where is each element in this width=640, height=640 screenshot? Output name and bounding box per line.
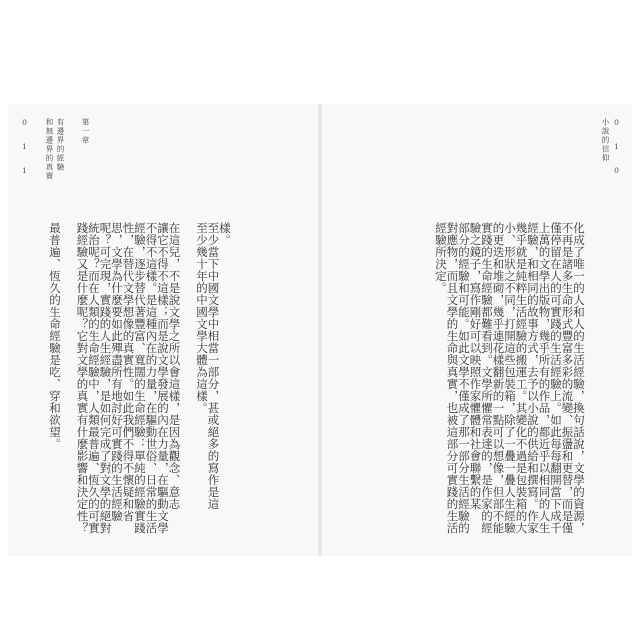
text-column: 化成了唯一的人和人的生活經驗，換句話說，文學的資源， [572, 222, 586, 534]
text-column: 驗之鏡子，寫作剛好可以映照作家懼體和社會聯繫的某 [468, 222, 483, 510]
text-column: 經驗，和相同的故事方式，去予以小說的供給和撰寫。作家 [526, 222, 540, 534]
text-column: 思，文學為什麼要如此殫盡所有地討好可實踐的生活經驗 [110, 222, 124, 522]
left-body-text [49, 222, 231, 534]
text-column: 樣。 [218, 222, 232, 246]
text-column: 在這兒，不是說文學之所以會這樣，是因為觀念、意志 [167, 222, 182, 510]
text-column: 實踐的生命經驗都難看到。文學所懼常表達的，是作家的經 [480, 222, 494, 534]
text-column: 統治呢？而在人類的生命經驗中，人類最普遍、恆久的可實 [87, 222, 101, 534]
text-column: 幾乎就是純粹生活經驗的搬運工。其變化不過是包裝箱的大 [514, 222, 529, 534]
text-column: 小、形狀之不同，打開這些包裝箱，除了一疊一疊人生經驗 [503, 222, 517, 534]
left-page-number: 0 1 1 [20, 118, 29, 178]
text-column: 至少幾十年的中國文學大體為這樣。 [195, 222, 209, 414]
text-column: 的更迭和堆砌，幾乎連花樣翻新的一點可以想像，但部不能 [491, 222, 506, 534]
chapter-title-line: 有邊界的經驗 [56, 118, 65, 172]
text-column: 經驗所決定。 [434, 222, 448, 294]
book-spine [318, 104, 322, 556]
text-column: 上萬的文學出版物，幾乎所有的作品，都近乎以相同的人生 [537, 222, 552, 534]
section-title: 小說的信仰 [601, 118, 610, 163]
chapter-title-line: 和無邊界的真實 [45, 118, 54, 181]
paragraph-break [180, 222, 196, 534]
text-column: 僅停留在人的可實踐的生活經驗上。如此每每翻開當下成千 [549, 222, 563, 534]
text-column: 部分的經驗和可能。如此文學不僅成了那一部分生活經驗的 [457, 222, 471, 534]
text-column: 讓它不得不這樣；而是說文學發展的內在力量，在驅動文學 [156, 222, 170, 534]
text-column: 經驗，逐步替代著豐富、寬闊的生命經驗：單純的經驗實踐 [133, 222, 147, 534]
text-column: 最普遍、恆久的生命經驗是吃、穿和欲望。 [48, 222, 62, 450]
right-body-text [435, 222, 585, 534]
text-column: 至少當下中國文學中相當一部分，甚或絕多的寫作是這 [206, 222, 221, 510]
chapter-label: 第一章 [81, 118, 90, 145]
text-column: 性，在替代文學想像的真實性。如此我們不得不懷疑和省 [121, 222, 136, 522]
text-column: 踐經驗又是什麼呢？它對文學的真實有什麼影響和決定性？ [75, 222, 90, 534]
text-column: 不再是諸多生命形式豐富多彩的流變、振盪和更替，而是僅 [560, 222, 575, 534]
text-column: 呢？可完現，實踐的人生經驗，是如何完成了對文學的絕對 [98, 222, 113, 534]
text-column: 對應物，而且文學的生命與真實，也被這部分可實踐的生活 [445, 222, 460, 534]
paragraph-break [60, 222, 76, 534]
chapter-title [44, 118, 66, 181]
text-column: 不得不這樣。是這種內在的力量，在驅動世俗、日常的生活 [144, 222, 159, 534]
right-page-number: 0 1 0 [612, 118, 621, 178]
